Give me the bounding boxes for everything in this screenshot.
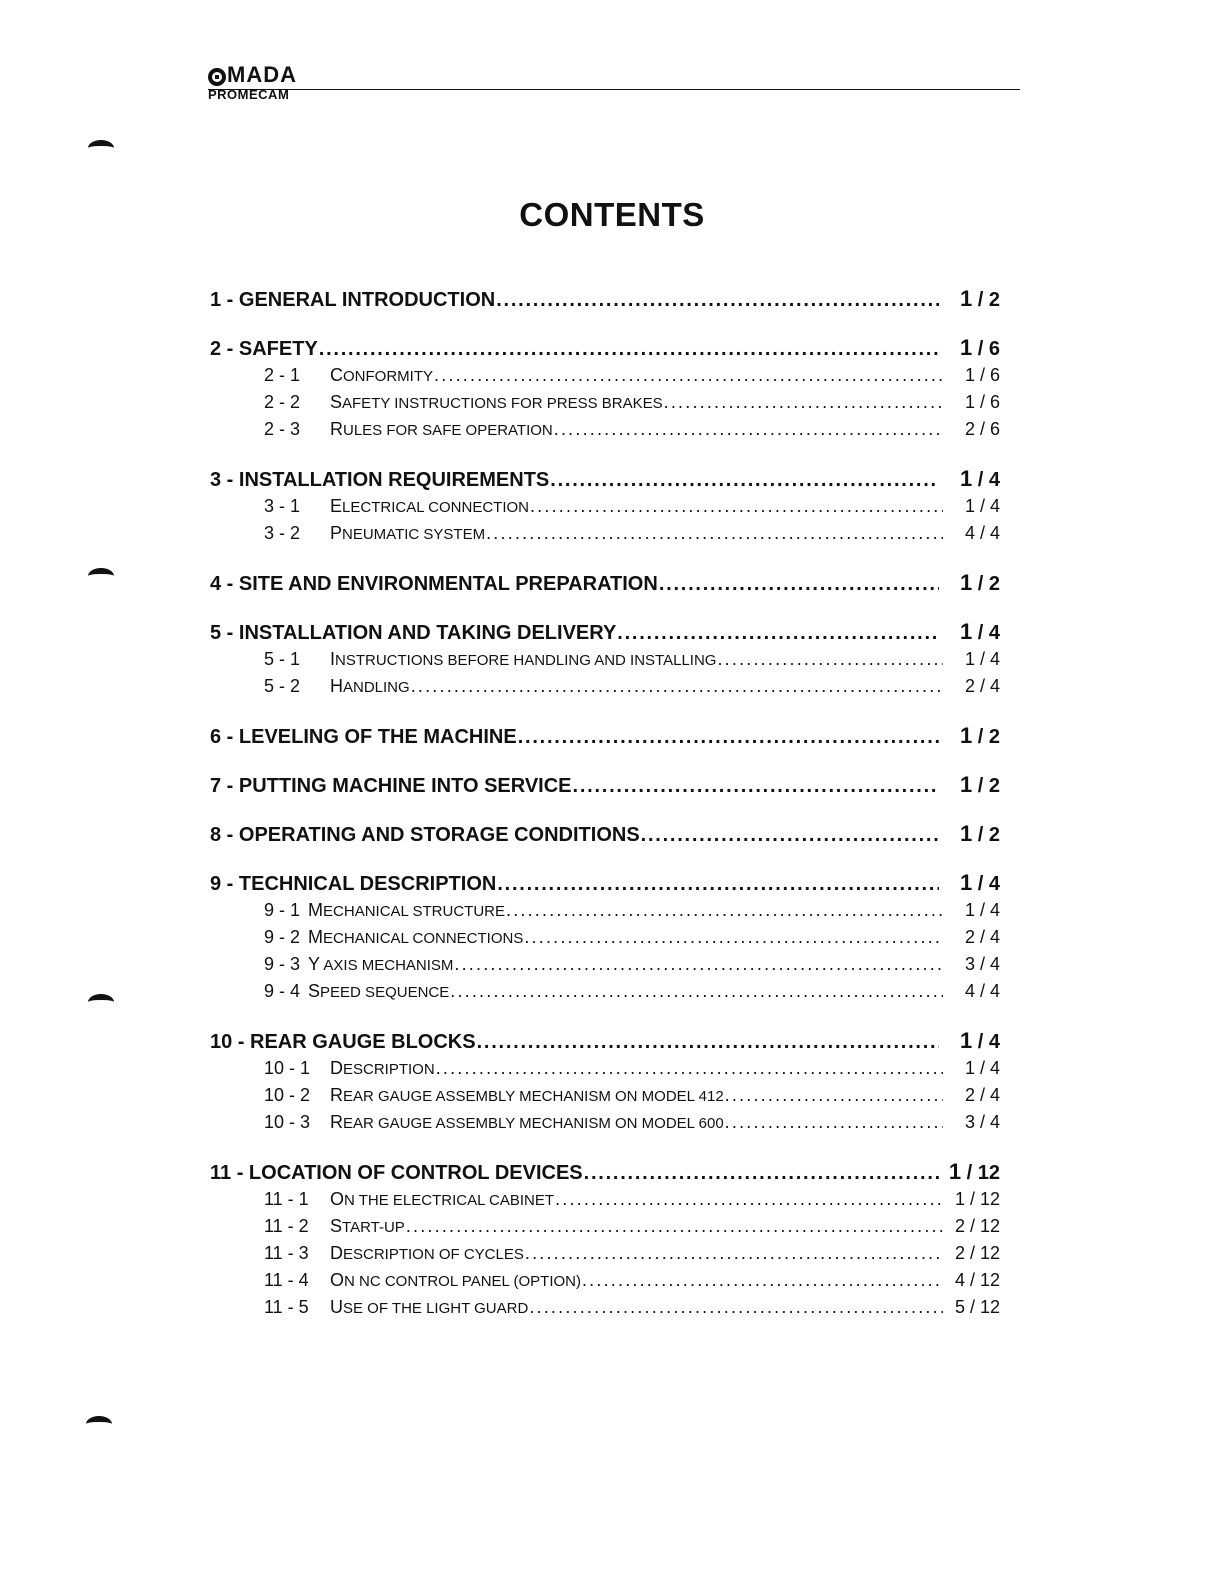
toc-sub-entry: [210, 1243, 1000, 1270]
toc-main-label: 1 - GENERAL INTRODUCTION: [210, 289, 496, 311]
toc-sub-number: 2 - 2: [264, 392, 301, 412]
toc-sub-label: 11 - 1 ON THE ELECTRICAL CABINET: [264, 1189, 555, 1209]
toc-sub-label: 10 - 3 REAR GAUGE ASSEMBLY MECHANISM ON MODEL 600: [264, 1112, 724, 1132]
toc-main-page: 1 / 12: [948, 1159, 1000, 1184]
toc-sub-number: 3 - 1: [264, 496, 301, 516]
binder-hole-mark: [88, 994, 114, 1010]
toc-sub-entry: [210, 419, 1000, 446]
toc-sub-page: 1 / 6: [964, 392, 1000, 412]
toc-dot-leader: [725, 1112, 943, 1133]
toc-main-entry: [210, 821, 1000, 851]
toc-sub-page: 1 / 4: [964, 649, 1000, 669]
page-title: CONTENTS: [519, 196, 705, 233]
toc-sub-page: 2 / 4: [964, 676, 1000, 696]
toc-sub-page: 5 / 12: [954, 1297, 1000, 1317]
toc-sub-page: 2 / 4: [964, 927, 1000, 947]
toc-section: [210, 619, 1000, 723]
toc-main-label: 11 - LOCATION OF CONTROL DEVICES: [210, 1162, 583, 1184]
toc-sub-entry: [210, 927, 1000, 954]
toc-sub-number: 5 - 1: [264, 649, 301, 669]
toc-section: [210, 335, 1000, 466]
toc-main-page: 1 / 4: [959, 466, 1000, 491]
toc-section: [210, 466, 1000, 570]
toc-section: [210, 870, 1000, 1028]
binder-hole-mark: [86, 1416, 112, 1432]
header-divider: [208, 89, 1020, 90]
toc-main-label: 8 - OPERATING AND STORAGE CONDITIONS: [210, 824, 640, 846]
toc-sub-entry: [210, 1297, 1000, 1324]
toc-dot-leader: [411, 676, 943, 697]
toc-main-entry: [210, 570, 1000, 600]
toc-sub-label: 3 - 1 ELECTRICAL CONNECTION: [264, 496, 529, 516]
binder-hole-mark: [88, 140, 114, 156]
toc-sub-label: 9 - 4 SPEED SEQUENCE: [264, 981, 450, 1001]
toc-main-entry: [210, 723, 1000, 753]
toc-sub-label: 2 - 1 CONFORMITY: [264, 365, 433, 385]
toc-section: [210, 772, 1000, 821]
toc-section: [210, 1028, 1000, 1159]
toc-sub-page: 2 / 4: [964, 1085, 1000, 1105]
toc-dot-leader: [573, 775, 939, 798]
toc-sub-label: 11 - 5 USE OF THE LIGHT GUARD: [264, 1297, 529, 1317]
toc-sub-entry: [210, 1189, 1000, 1216]
toc-sub-number: 2 - 1: [264, 365, 301, 385]
toc-main-page: 1 / 4: [959, 1028, 1000, 1053]
toc-sub-page: 4 / 4: [964, 981, 1000, 1001]
toc-sub-entry: [210, 365, 1000, 392]
toc-sub-entry: [210, 523, 1000, 550]
toc-sub-label: 10 - 1 DESCRIPTION: [264, 1058, 435, 1078]
logo-subbrand: PROMECAM: [208, 87, 290, 102]
toc-section: [210, 1159, 1000, 1344]
table-of-contents: [210, 286, 1000, 1344]
toc-sub-entry: [210, 954, 1000, 981]
toc-main-entry: [210, 1028, 1000, 1058]
toc-main-label: 10 - REAR GAUGE BLOCKS: [210, 1031, 476, 1053]
toc-sub-entry: [210, 1270, 1000, 1297]
toc-sub-page: 1 / 4: [964, 900, 1000, 920]
toc-sub-entry: [210, 1112, 1000, 1139]
toc-dot-leader: [584, 1162, 939, 1185]
toc-dot-leader: [525, 1243, 943, 1264]
toc-section: [210, 570, 1000, 619]
toc-section: [210, 821, 1000, 870]
toc-sub-label: 9 - 2 MECHANICAL CONNECTIONS: [264, 927, 524, 947]
toc-sub-page: 1 / 12: [954, 1189, 1000, 1209]
toc-main-page: 1 / 2: [959, 772, 1000, 797]
toc-section: [210, 286, 1000, 335]
toc-dot-leader: [530, 496, 943, 517]
toc-sub-number: 9 - 3: [264, 954, 301, 974]
toc-dot-leader: [518, 726, 939, 749]
toc-dot-leader: [486, 523, 943, 544]
toc-main-page: 1 / 2: [959, 286, 1000, 311]
toc-sub-page: 3 / 4: [964, 1112, 1000, 1132]
toc-sub-number: 9 - 2: [264, 927, 301, 947]
toc-dot-leader: [717, 649, 943, 670]
toc-sub-number: 10 - 1: [264, 1058, 311, 1078]
toc-main-page: 1 / 2: [959, 821, 1000, 846]
toc-main-page: 1 / 2: [959, 570, 1000, 595]
company-logo: [208, 64, 297, 102]
toc-dot-leader: [436, 1058, 943, 1079]
toc-sub-entry: [210, 981, 1000, 1008]
toc-sub-entry: [210, 496, 1000, 523]
toc-dot-leader: [524, 927, 943, 948]
toc-main-page: 1 / 2: [959, 723, 1000, 748]
toc-dot-leader: [529, 1297, 943, 1318]
toc-dot-leader: [725, 1085, 943, 1106]
toc-sub-number: 9 - 1: [264, 900, 301, 920]
toc-sub-number: 11 - 5: [264, 1297, 309, 1317]
toc-main-label: 6 - LEVELING OF THE MACHINE: [210, 726, 517, 748]
toc-sub-page: 2 / 6: [964, 419, 1000, 439]
toc-sub-entry: [210, 1216, 1000, 1243]
toc-dot-leader: [406, 1216, 943, 1237]
toc-dot-leader: [641, 824, 939, 847]
toc-main-label: 2 - SAFETY: [210, 338, 318, 360]
toc-sub-number: 9 - 4: [264, 981, 301, 1001]
toc-dot-leader: [434, 365, 943, 386]
toc-sub-label: 9 - 3 Y AXIS MECHANISM: [264, 954, 454, 974]
toc-main-page: 1 / 4: [959, 870, 1000, 895]
toc-dot-leader: [497, 873, 939, 896]
toc-sub-label: 5 - 1 INSTRUCTIONS BEFORE HANDLING AND INSTALLING: [264, 649, 717, 669]
toc-dot-leader: [550, 469, 939, 492]
toc-dot-leader: [454, 954, 943, 975]
toc-sub-entry: [210, 676, 1000, 703]
logo-wordmark: [208, 64, 297, 86]
toc-main-page: 1 / 4: [959, 619, 1000, 644]
toc-main-entry: [210, 772, 1000, 802]
toc-main-label: 9 - TECHNICAL DESCRIPTION: [210, 873, 497, 895]
toc-sub-page: 3 / 4: [964, 954, 1000, 974]
toc-sub-number: 10 - 2: [264, 1085, 311, 1105]
toc-sub-number: 11 - 1: [264, 1189, 309, 1209]
toc-dot-leader: [319, 338, 939, 361]
toc-sub-number: 11 - 4: [264, 1270, 309, 1290]
toc-main-entry: [210, 286, 1000, 316]
toc-sub-entry: [210, 1085, 1000, 1112]
toc-sub-entry: [210, 649, 1000, 676]
toc-dot-leader: [477, 1031, 939, 1054]
toc-dot-leader: [450, 981, 943, 1002]
toc-sub-label: 2 - 3 RULES FOR SAFE OPERATION: [264, 419, 553, 439]
logo-brand-rest: MADA: [227, 62, 297, 87]
toc-sub-page: 1 / 6: [964, 365, 1000, 385]
toc-sub-number: 5 - 2: [264, 676, 301, 696]
toc-dot-leader: [617, 622, 939, 645]
toc-main-label: 5 - INSTALLATION AND TAKING DELIVERY: [210, 622, 617, 644]
binder-hole-mark: [88, 568, 114, 584]
toc-sub-page: 2 / 12: [954, 1243, 1000, 1263]
toc-main-entry: [210, 1159, 1000, 1189]
toc-sub-entry: [210, 392, 1000, 419]
toc-dot-leader: [555, 1189, 943, 1210]
toc-sub-label: 11 - 4 ON NC CONTROL PANEL (OPTION): [264, 1270, 581, 1290]
toc-sub-label: 2 - 2 SAFETY INSTRUCTIONS FOR PRESS BRAKES: [264, 392, 663, 412]
toc-main-page: 1 / 6: [959, 335, 1000, 360]
toc-dot-leader: [496, 289, 939, 312]
toc-sub-label: 3 - 2 PNEUMATIC SYSTEM: [264, 523, 486, 543]
toc-main-entry: [210, 619, 1000, 649]
toc-sub-label: 5 - 2 HANDLING: [264, 676, 410, 696]
toc-main-entry: [210, 466, 1000, 496]
toc-sub-number: 10 - 3: [264, 1112, 311, 1132]
toc-sub-number: 2 - 3: [264, 419, 301, 439]
toc-dot-leader: [664, 392, 943, 413]
toc-dot-leader: [659, 573, 939, 596]
toc-sub-label: 11 - 2 START-UP: [264, 1216, 405, 1236]
toc-sub-entry: [210, 1058, 1000, 1085]
toc-dot-leader: [554, 419, 943, 440]
toc-sub-label: 10 - 2 REAR GAUGE ASSEMBLY MECHANISM ON MODEL 412: [264, 1085, 724, 1105]
toc-sub-label: 11 - 3 DESCRIPTION OF CYCLES: [264, 1243, 524, 1263]
logo-a-glyph: [208, 68, 226, 86]
toc-dot-leader: [582, 1270, 943, 1291]
toc-main-entry: [210, 335, 1000, 365]
toc-main-label: 4 - SITE AND ENVIRONMENTAL PREPARATION: [210, 573, 658, 595]
toc-sub-page: 4 / 12: [954, 1270, 1000, 1290]
toc-sub-number: 11 - 3: [264, 1243, 309, 1263]
toc-section: [210, 723, 1000, 772]
toc-sub-entry: [210, 900, 1000, 927]
toc-sub-label: 9 - 1 MECHANICAL STRUCTURE: [264, 900, 505, 920]
toc-sub-page: 1 / 4: [964, 496, 1000, 516]
toc-sub-page: 2 / 12: [954, 1216, 1000, 1236]
toc-dot-leader: [506, 900, 943, 921]
toc-main-label: 3 - INSTALLATION REQUIREMENTS: [210, 469, 550, 491]
toc-sub-page: 1 / 4: [964, 1058, 1000, 1078]
toc-sub-number: 3 - 2: [264, 523, 301, 543]
toc-main-entry: [210, 870, 1000, 900]
toc-sub-page: 4 / 4: [964, 523, 1000, 543]
toc-sub-number: 11 - 2: [264, 1216, 309, 1236]
toc-main-label: 7 - PUTTING MACHINE INTO SERVICE: [210, 775, 572, 797]
